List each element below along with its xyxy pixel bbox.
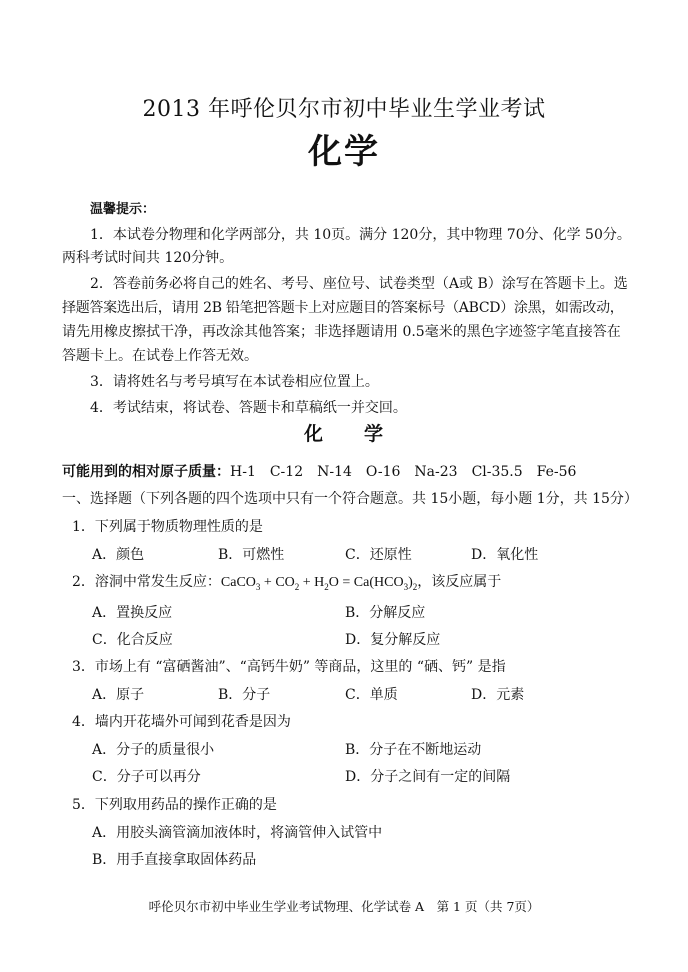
atomic-mass-label: 可能用到的相对原子质量：	[62, 464, 230, 480]
question-1-option-c: C．还原性	[345, 547, 412, 563]
notice-item-3: 3．请将姓名与考号填写在本试卷相应位置上。	[90, 374, 379, 390]
question-3-stem: 3．市场上有 “富硒酱油”、“高钙牛奶” 等商品，这里的 “硒、钙” 是指	[72, 659, 506, 675]
question-4-stem: 4．墙内开花墙外可闻到花香是因为	[72, 714, 291, 730]
question-2-stem-prefix: 2．溶洞中常发生反应：	[72, 574, 221, 590]
question-2-stem-suffix: ，该反应属于	[417, 574, 502, 590]
exam-title: 2013 年呼伦贝尔市初中毕业生学业考试	[142, 97, 546, 122]
question-5-stem: 5．下列取用药品的操作正确的是	[72, 797, 277, 813]
question-2-option-c: C．化合反应	[92, 632, 173, 648]
question-2-option-a: A．置换反应	[92, 605, 173, 621]
question-3-option-c: C．单质	[345, 687, 398, 703]
question-1-option-b: B．可燃性	[218, 547, 285, 563]
notice-item-2-line-2: 择题答案选出后，请用 2B 铅笔把答题卡上对应题目的答案标号（ABCD）涂黑，如需改动，	[62, 300, 624, 316]
atomic-mass-values: H-1 C-12 N-14 O-16 Na-23 Cl-35.5 Fe-56	[230, 464, 577, 480]
notice-item-2-line-1: 2．答卷前务必将自己的姓名、考号、座位号、试卷类型（A或 B）涂写在答题卡上。选	[90, 276, 628, 292]
notice-item-2-line-4: 答题卡上。在试卷上作答无效。	[62, 348, 258, 364]
atomic-mass-line	[62, 462, 576, 482]
section-heading: 化 学	[303, 423, 384, 445]
question-3-option-d: D．元素	[471, 687, 525, 703]
question-2-equation: CaCO$_3$ + $CO_2 + H_2O = Ca(HCO_3)_2$	[220, 575, 418, 592]
question-5-option-a: A．用胶头滴管滴加液体时，将滴管伸入试管中	[92, 825, 383, 841]
part1-heading: 一、选择题（下列各题的四个选项中只有一个符合题意。共 15小题，每小题 1分，共 15分）	[62, 491, 638, 507]
question-1-option-d: D．氧化性	[471, 547, 539, 563]
subject-title: 化学	[308, 132, 380, 172]
question-3-option-a: A．原子	[92, 687, 145, 703]
notice-label	[90, 199, 155, 220]
question-2-option-d: D．复分解反应	[345, 632, 441, 648]
question-4-option-c: C．分子可以再分	[92, 769, 201, 785]
question-1-option-a: A．颜色	[92, 547, 145, 563]
notice-item-2-line-3: 请先用橡皮擦拭干净，再改涂其他答案；非选择题请用 0.5毫米的黑色字迹签字笔直接答在	[62, 324, 621, 340]
question-4-option-d: D．分子之间有一定的间隔	[345, 769, 511, 785]
page-footer: 呼伦贝尔市初中毕业生学业考试物理、化学试卷 A 第 1 页（共 7页）	[148, 899, 540, 914]
question-2-option-b: B．分解反应	[345, 605, 426, 621]
question-5-option-b: B．用手直接拿取固体药品	[92, 852, 257, 868]
notice-label-text: 温馨提示：	[90, 202, 156, 217]
question-3-option-b: B．分子	[218, 687, 271, 703]
question-1-stem: 1．下列属于物质物理性质的是	[72, 519, 263, 535]
notice-item-1-line-1: 1．本试卷分物理和化学两部分，共 10页。满分 120分，其中物理 70分、化学 50分。	[90, 227, 631, 243]
question-4-option-a: A．分子的质量很小	[92, 742, 215, 758]
notice-item-1-line-2: 两科考试时间共 120分钟。	[62, 250, 234, 266]
notice-item-4: 4．考试结束，将试卷、答题卡和草稿纸一并交回。	[90, 400, 407, 416]
question-4-option-b: B．分子在不断地运动	[345, 742, 482, 758]
question-2-stem	[72, 572, 501, 593]
